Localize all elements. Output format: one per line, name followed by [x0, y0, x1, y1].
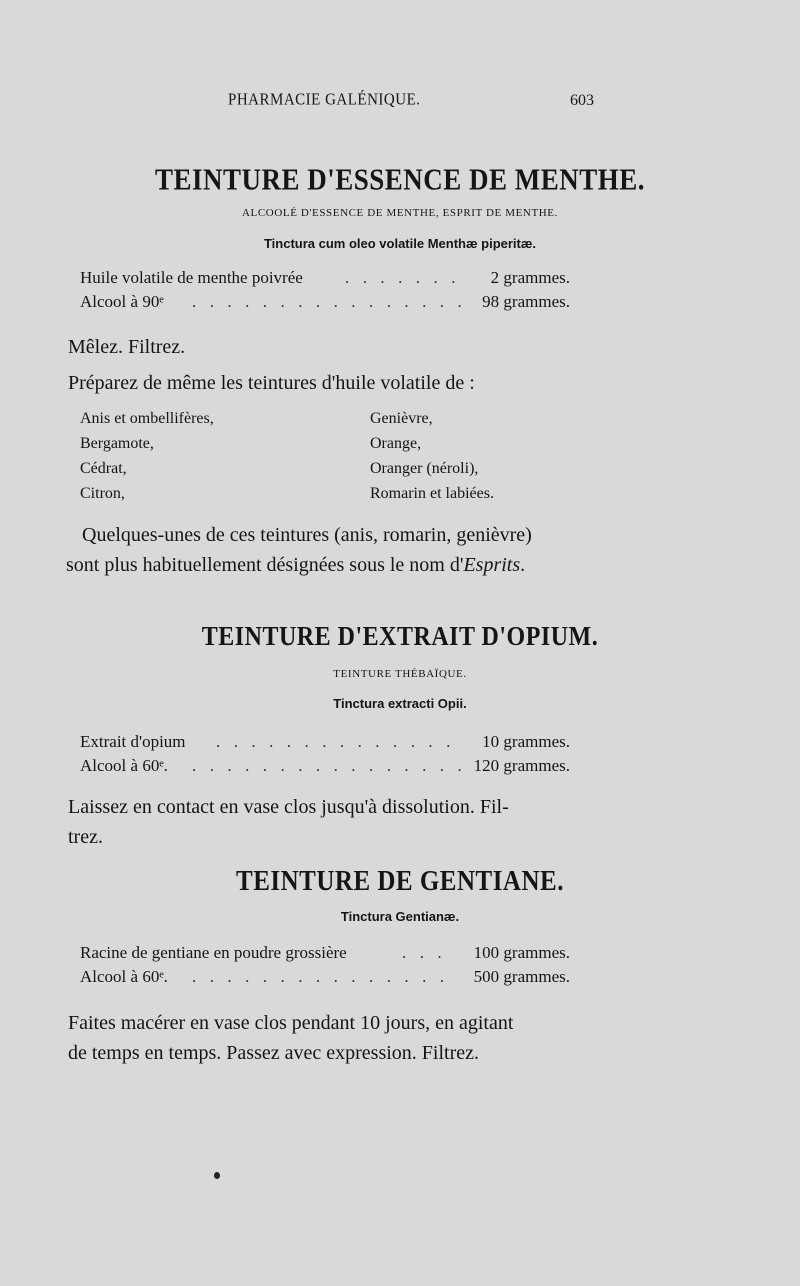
leader-dots: . . . . . . .	[345, 268, 461, 287]
ingredient-quantity: 98 grammes.	[482, 292, 570, 311]
ingredient-quantity: 2 grammes.	[490, 268, 570, 287]
intro-list: Préparez de même les teintures d'huile volatile de :	[68, 372, 475, 394]
ingredient-quantity: 100 grammes.	[473, 943, 570, 962]
ingredient-quantity: 10 grammes.	[482, 732, 570, 751]
leader-dots: . . . . . . . . . . . . . .	[216, 732, 455, 751]
instruction-opium	[68, 792, 598, 852]
note-italic-term: Esprits	[463, 554, 521, 576]
ingredient-line	[80, 732, 570, 756]
note-line	[66, 550, 600, 580]
instruction-gentiane	[68, 1008, 598, 1068]
running-title: PHARMACIE GALÉNIQUE.	[228, 91, 421, 109]
note-text: .	[520, 554, 526, 576]
ingredient-quantity: 120 grammes.	[473, 756, 570, 775]
section-synonyms-opium: TEINTURE THÉBAÏQUE.	[333, 668, 467, 680]
section-title-gentiane: TEINTURE DE GENTIANE.	[236, 865, 564, 897]
variety-item: Citron,	[80, 485, 125, 502]
variety-item: Oranger (néroli),	[370, 460, 479, 477]
variety-item: Genièvre,	[370, 410, 433, 427]
running-head	[0, 92, 800, 112]
ingredient-name: Alcool à 60ᵉ.	[80, 967, 168, 986]
note-text: sont plus habituellement désignées sous le nom d'	[66, 554, 464, 576]
leader-dots: . . .	[402, 943, 447, 962]
section-title-menthe: TEINTURE D'ESSENCE DE MENTHE.	[154, 161, 646, 197]
note-line: Quelques-unes de ces teintures (anis, romarin, genièvre)	[82, 524, 532, 546]
instruction-line: de temps en temps. Passez avec expression. Filtrez.	[68, 1042, 479, 1064]
ink-spot	[214, 1172, 220, 1179]
latin-name-opium: Tinctura extracti Opii.	[333, 696, 467, 711]
instruction-line: trez.	[68, 826, 103, 848]
section-title-opium: TEINTURE D'EXTRAIT D'OPIUM.	[201, 621, 599, 652]
instruction-menthe: Mêlez. Filtrez.	[68, 336, 186, 358]
variety-item: Bergamote,	[80, 435, 154, 452]
latin-name-gentiane: Tinctura Gentianæ.	[340, 909, 460, 924]
ingredient-line	[80, 292, 570, 316]
ingredient-line	[80, 268, 570, 292]
variety-item: Romarin et labiées.	[370, 485, 494, 502]
variety-item: Cédrat,	[80, 460, 127, 477]
leader-dots: . . . . . . . . . . . . . . .	[192, 967, 449, 986]
ingredient-line	[80, 967, 570, 991]
latin-name-menthe: Tinctura cum oleo volatile Menthæ piperitæ.	[263, 236, 537, 251]
ingredient-name: Huile volatile de menthe poivrée	[80, 268, 303, 287]
instruction-line: Faites macérer en vase clos pendant 10 jours, en agitant	[68, 1012, 514, 1034]
ingredient-name: Alcool à 90ᵉ	[80, 292, 164, 311]
instruction-line: Laissez en contact en vase clos jusqu'à dissolution. Fil-	[68, 796, 509, 818]
ingredient-name: Alcool à 60ᵉ.	[80, 756, 168, 775]
leader-dots: . . . . . . . . . . . . . . . .	[192, 292, 467, 311]
ingredient-line	[80, 756, 570, 780]
ingredient-name: Extrait d'opium	[80, 732, 186, 751]
page-number: 603	[570, 92, 594, 109]
section-synonyms-menthe: ALCOOLÉ D'ESSENCE DE MENTHE, ESPRIT DE MENTHE.	[242, 207, 558, 219]
note-esprits	[66, 520, 600, 580]
variety-item: Orange,	[370, 435, 422, 452]
ingredient-line	[80, 943, 570, 967]
leader-dots: . . . . . . . . . . . . . . . .	[192, 756, 467, 775]
ingredient-quantity: 500 grammes.	[473, 967, 570, 986]
variety-item: Anis et ombellifères,	[80, 410, 214, 427]
ingredient-name: Racine de gentiane en poudre grossière	[80, 943, 347, 962]
